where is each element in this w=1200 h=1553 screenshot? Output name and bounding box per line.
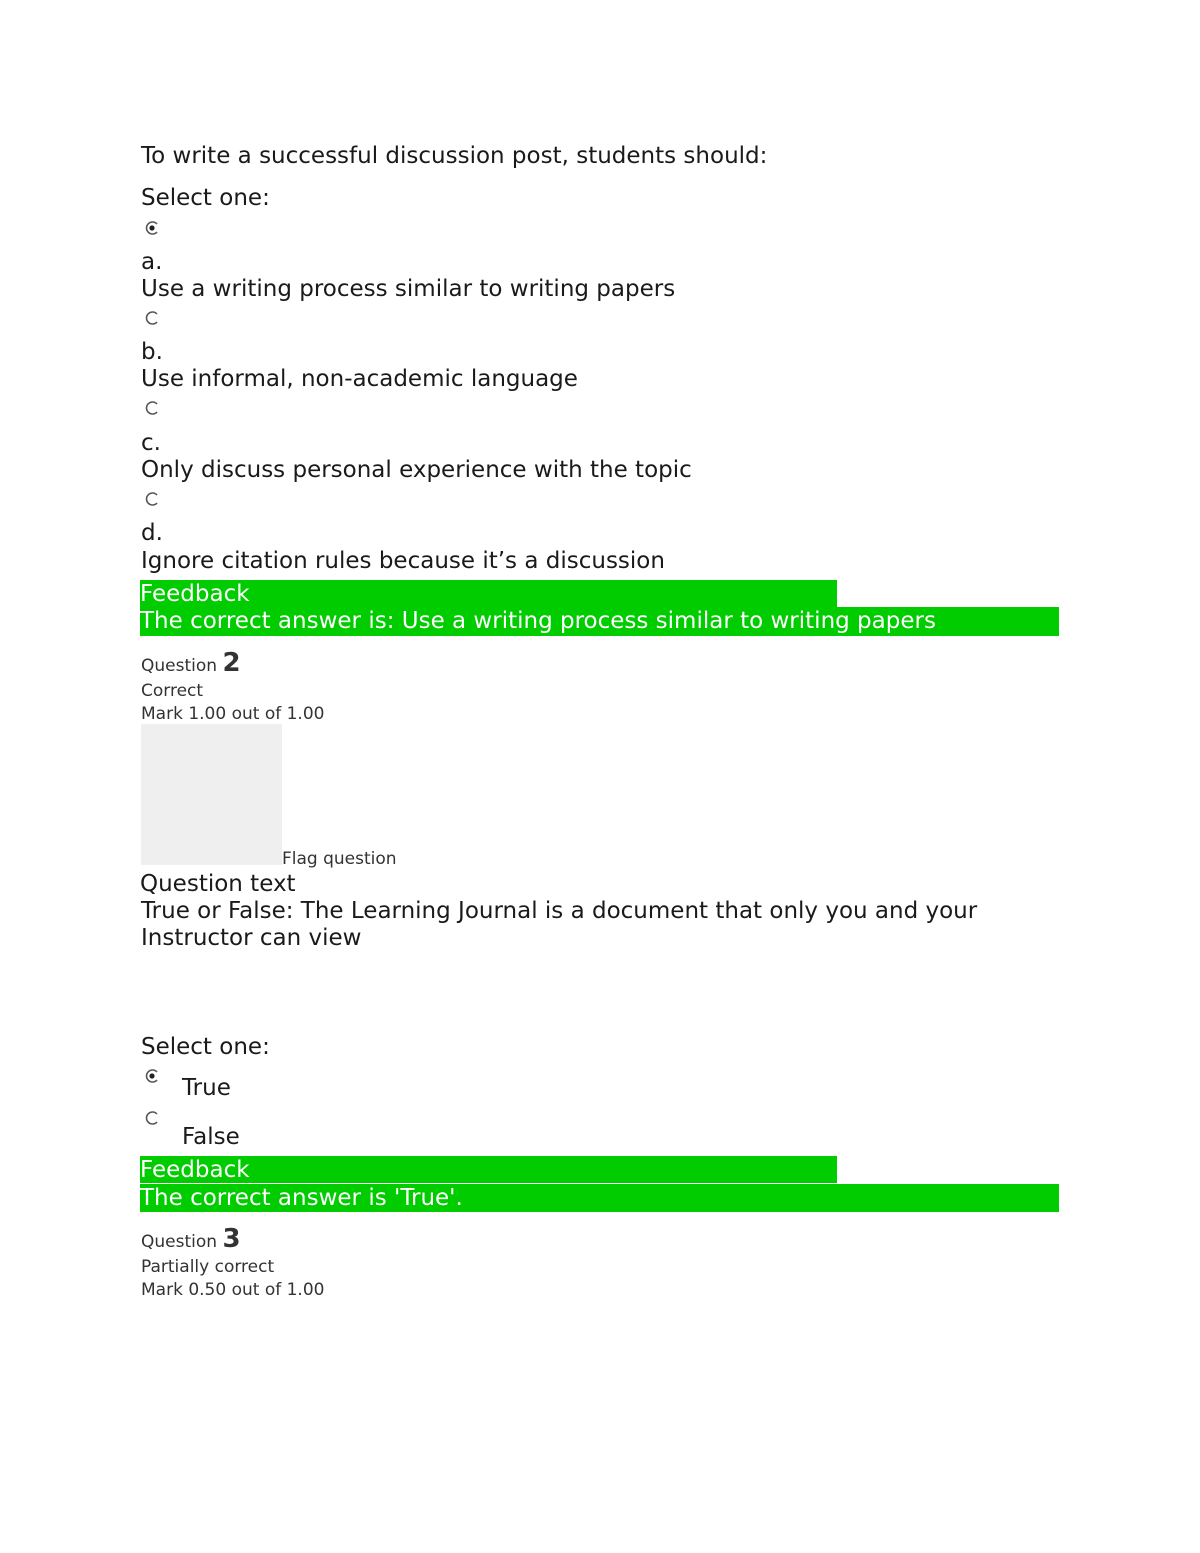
radio-option-d[interactable] — [144, 491, 159, 506]
question-text: To write a successful discussion post, students should: — [141, 143, 768, 169]
flag-question-link[interactable]: Flag question — [282, 849, 397, 869]
select-one-label: Select one: — [141, 185, 270, 211]
feedback-heading: Feedback — [140, 580, 837, 607]
feedback-answer: The correct answer is 'True'. — [140, 1184, 1059, 1212]
question-mark: Mark 0.50 out of 1.00 — [141, 1280, 325, 1300]
select-one-label: Select one: — [141, 1034, 270, 1060]
option-b-letter: b. — [141, 339, 163, 365]
feedback-answer: The correct answer is: Use a writing process similar to writing papers — [140, 607, 1059, 636]
question-mark: Mark 1.00 out of 1.00 — [141, 704, 325, 724]
question-number: 2 — [222, 648, 241, 678]
question-label: Question — [141, 1232, 218, 1252]
question-3-heading — [141, 1224, 241, 1254]
option-false-label[interactable]: False — [182, 1124, 240, 1150]
radio-option-b[interactable] — [144, 310, 159, 325]
option-d-label[interactable]: Ignore citation rules because it’s a discussion — [141, 548, 665, 574]
option-a-letter: a. — [141, 249, 163, 275]
radio-true[interactable] — [144, 1068, 159, 1083]
question-number: 3 — [222, 1224, 241, 1254]
option-a-label[interactable]: Use a writing process similar to writing papers — [141, 276, 676, 302]
question-status: Partially correct — [141, 1257, 275, 1277]
radio-option-c[interactable] — [144, 400, 159, 415]
question-status: Correct — [141, 681, 204, 701]
question-2-heading — [141, 648, 241, 678]
flag-icon-placeholder[interactable] — [141, 724, 282, 865]
feedback-heading: Feedback — [140, 1156, 837, 1183]
question-text-heading: Question text — [140, 871, 296, 897]
radio-option-a[interactable] — [144, 220, 159, 235]
option-d-letter: d. — [141, 520, 163, 546]
option-c-letter: c. — [141, 430, 161, 456]
question-label: Question — [141, 656, 218, 676]
option-b-label[interactable]: Use informal, non-academic language — [141, 366, 578, 392]
radio-false[interactable] — [144, 1110, 159, 1125]
question-text-line-2: Instructor can view — [141, 925, 362, 951]
option-true-label[interactable]: True — [182, 1075, 231, 1101]
question-text-line-1: True or False: The Learning Journal is a document that only you and your — [141, 898, 978, 924]
option-c-label[interactable]: Only discuss personal experience with the topic — [141, 457, 692, 483]
